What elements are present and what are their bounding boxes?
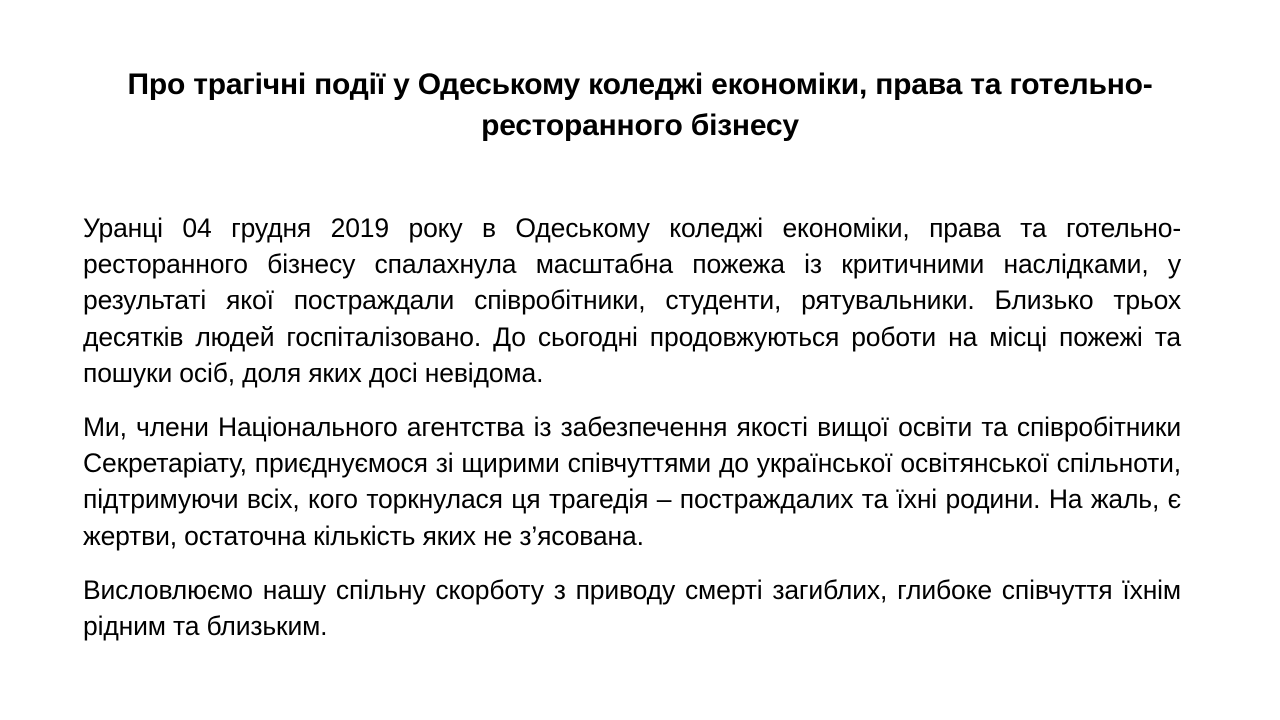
slide-body: [83, 210, 1181, 662]
paragraph-condolences: Ми, члени Національного агентства із забезпечення якості вищої освіти та співробітники Секретаріату, приєднуємося зі щирими співчуттями до української освітянської спільноти, підтримуючи всіх, кого торкнулася ця трагедія – постраждалих та їхні родини. На жаль, є жертви, остаточна кількість яких не з’ясована.: [83, 412, 1181, 551]
slide-title: Про трагічні події у Одеському коледжі економіки, права та готельно-ресторанного бізнесу: [127, 68, 1153, 142]
paragraph-sorrow: Висловлюємо нашу спільну скорботу з приводу смерті загиблих, глибоке співчуття їхнім рідним та близьким.: [83, 574, 1181, 642]
paragraph-incident: Уранці 04 грудня 2019 року в Одеському коледжі економіки, права та готельно-ресторанного бізнесу спалахнула масштабна пожежа із критичними наслідками, у результаті якої постраждали співробітники, студенти, рятувальники. Близько трьох десятків людей госпіталізовано. До сьогодні продовжуються роботи на місці пожежі та пошуки осіб, доля яких досі невідома.: [83, 213, 1181, 388]
